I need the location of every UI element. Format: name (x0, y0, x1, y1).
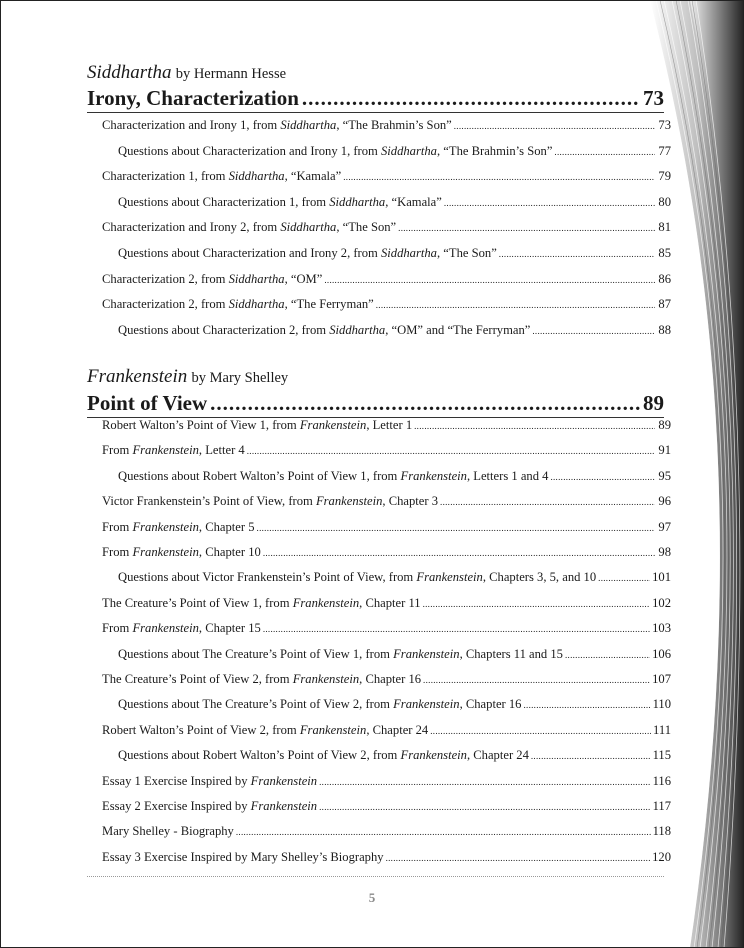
entry-book-title: Siddhartha (329, 322, 386, 337)
entry-title (102, 220, 396, 235)
leader-dots (598, 573, 650, 583)
entry-book-title: Frankenstein (315, 494, 383, 509)
toc-entry[interactable] (102, 297, 671, 313)
entry-title (102, 774, 317, 789)
toc-entry[interactable] (102, 799, 671, 815)
entry-page: 106 (652, 646, 671, 661)
entry-book-title: Frankenstein (132, 621, 199, 636)
entry-title (118, 748, 529, 763)
entry-text-suffix: , Chapter 11 (359, 595, 421, 610)
entry-page: 115 (652, 748, 671, 763)
entry-text: Questions about Victor Frankenstein’s Point of View, from (118, 570, 417, 585)
entry-text: Questions about The Creature’s Point of View 1, from (118, 646, 394, 661)
entry-text: From (102, 621, 133, 636)
entry-title (118, 195, 442, 210)
entry-page: 79 (658, 169, 671, 184)
entry-page: 88 (658, 322, 671, 337)
toc-entry[interactable] (102, 545, 671, 561)
entry-page: 91 (658, 443, 671, 458)
leader-dots (302, 86, 640, 111)
entry-text-suffix: , Letter 1 (366, 418, 413, 432)
entry-page: 120 (652, 849, 671, 864)
entry-text: From (102, 519, 133, 534)
toc-entry[interactable] (102, 494, 671, 510)
leader-dots (263, 624, 650, 634)
entry-page: 116 (652, 773, 671, 788)
entry-text-suffix: , Chapters 3, 5, and 10 (482, 570, 597, 585)
entry-page: 97 (658, 519, 671, 534)
toc-entry[interactable] (118, 195, 671, 211)
entry-book-title: Siddhartha (280, 220, 337, 235)
entry-text-suffix: , “OM” and “The Ferryman” (385, 322, 531, 337)
section-page: 73 (643, 86, 664, 110)
leader-dots (414, 421, 655, 431)
entry-title (102, 297, 374, 312)
entry-title (102, 520, 255, 535)
entry-page: 101 (652, 570, 671, 585)
section-label: Irony, Characterization (87, 86, 299, 110)
entry-title (102, 621, 261, 636)
leader-dots (324, 275, 655, 285)
leader-dots (257, 523, 655, 533)
toc-entry[interactable] (102, 596, 671, 612)
entry-title (118, 323, 530, 338)
entry-book-title: Frankenstein (299, 722, 367, 737)
entry-book-title: Siddhartha (329, 194, 386, 209)
footer-rule (87, 876, 664, 877)
toc-entry[interactable] (118, 647, 671, 663)
entry-text-suffix: , “The Brahmin’s Son” (336, 118, 452, 132)
leader-dots (319, 802, 650, 812)
toc-entry[interactable] (102, 272, 671, 288)
entry-title (102, 850, 384, 865)
leader-dots (236, 827, 651, 837)
leader-dots (423, 675, 650, 685)
entry-text-suffix: , Chapter 3 (382, 494, 439, 509)
entry-text-suffix: , “Kamala” (284, 169, 342, 184)
entry-page: 87 (658, 297, 671, 312)
book-title: Siddhartha (87, 62, 172, 83)
entry-text: The Creature’s Point of View 2, from (102, 672, 293, 686)
entry-text: Characterization and Irony 1, from (102, 118, 281, 132)
entry-text-suffix: , Chapter 16 (359, 672, 422, 686)
entry-book-title: Frankenstein (292, 672, 360, 686)
leader-dots (376, 300, 655, 310)
book-author: by Hermann Hesse (175, 66, 287, 82)
entry-text-suffix: , Chapter 5 (198, 519, 255, 534)
entry-title (102, 723, 428, 738)
entry-text: Victor Frankenstein’s Point of View, from (102, 494, 316, 509)
entry-title (102, 272, 322, 287)
leader-dots (319, 777, 650, 787)
entry-text: Robert Walton’s Point of View 2, from (102, 722, 300, 737)
entry-book-title: Siddhartha (381, 143, 437, 158)
entry-page: 95 (658, 468, 671, 483)
entry-book-title: Frankenstein (250, 773, 318, 788)
entry-text: Essay 3 Exercise Inspired by Mary Shelley’s Biography (102, 849, 384, 864)
entry-title (102, 418, 412, 433)
entry-book-title: Frankenstein (400, 748, 467, 763)
entry-page: 80 (658, 194, 671, 209)
entry-page: 89 (658, 418, 671, 432)
toc-entry[interactable] (102, 774, 671, 790)
toc-entry[interactable] (102, 169, 671, 185)
entry-text: From (102, 443, 133, 458)
book-heading (87, 62, 286, 84)
toc-entry[interactable] (102, 520, 671, 536)
entry-text-suffix: , “The Son” (336, 220, 397, 235)
leader-dots (263, 548, 655, 558)
entry-text: The Creature’s Point of View 1, from (102, 595, 293, 610)
entry-text: Questions about Characterization and Irony 1, from (118, 143, 381, 158)
toc-entry[interactable] (118, 469, 671, 485)
toc-entry[interactable] (118, 697, 671, 713)
entry-text-suffix: , Chapter 24 (366, 722, 429, 737)
entry-text-suffix: , Chapter 16 (459, 697, 522, 712)
entry-text: Characterization 1, from (102, 169, 229, 184)
entry-text-suffix: , “Kamala” (385, 194, 442, 209)
entry-text: Characterization and Irony 2, from (102, 220, 281, 235)
entry-page: 86 (658, 271, 671, 286)
leader-dots (531, 751, 651, 761)
entry-book-title: Siddhartha (228, 169, 285, 184)
entry-page: 107 (652, 672, 671, 686)
leader-dots (247, 446, 655, 456)
toc-entry[interactable] (102, 621, 671, 637)
entry-text: Characterization 2, from (102, 271, 229, 286)
entry-text-suffix: , Chapter 15 (198, 621, 261, 636)
toc-entry[interactable] (102, 418, 671, 434)
entry-page: 81 (658, 220, 671, 235)
entry-book-title: Siddhartha (228, 271, 285, 286)
entry-book-title: Frankenstein (393, 697, 460, 712)
toc-entry[interactable] (118, 246, 671, 262)
entry-text-suffix: , “The Brahmin’s Son” (436, 143, 553, 158)
leader-dots (554, 147, 655, 157)
entry-text-suffix: , Chapters 11 and 15 (459, 646, 563, 661)
entry-book-title: Siddhartha (381, 246, 437, 260)
entry-title (102, 799, 317, 814)
entry-text: Questions about Robert Walton’s Point of View 1, from (118, 468, 401, 483)
toc-entry[interactable] (118, 748, 671, 764)
toc-entry[interactable] (102, 850, 671, 866)
entry-title (102, 443, 245, 458)
page-number: 5 (368, 890, 376, 905)
leader-dots (454, 121, 655, 131)
leader-dots (430, 726, 651, 736)
entry-title (102, 596, 421, 611)
entry-page: 96 (658, 494, 671, 509)
section-page: 89 (643, 391, 664, 415)
toc-entry[interactable] (102, 672, 671, 688)
toc-entry[interactable] (118, 570, 671, 586)
entry-page: 77 (658, 143, 671, 158)
entry-page: 73 (658, 118, 671, 132)
entry-text: Characterization 2, from (102, 297, 229, 312)
entry-title (118, 144, 552, 159)
entry-title (102, 494, 438, 509)
book-author: by Mary Shelley (191, 370, 289, 386)
entry-book-title: Frankenstein (132, 443, 199, 458)
leader-dots (398, 223, 655, 233)
entry-book-title: Frankenstein (299, 418, 367, 432)
entry-text-suffix: , “OM” (284, 271, 323, 286)
entry-book-title: Siddhartha (280, 118, 337, 132)
entry-page: 85 (658, 246, 671, 260)
leader-dots (499, 249, 655, 259)
entry-text-suffix: , “The Ferryman” (284, 297, 374, 312)
entry-title (102, 118, 452, 133)
toc-entry[interactable] (102, 443, 671, 459)
entry-text: Essay 1 Exercise Inspired by (102, 773, 251, 788)
book-title: Frankenstein (87, 366, 188, 387)
entry-book-title: Frankenstein (292, 595, 360, 610)
toc-entry[interactable] (102, 118, 671, 134)
leader-dots (423, 599, 651, 609)
entry-title (118, 647, 563, 662)
leader-dots (565, 650, 650, 660)
entry-text-suffix: , Chapter 24 (466, 748, 529, 763)
leader-dots (532, 326, 655, 336)
entry-text: From (102, 545, 133, 559)
leader-dots (523, 700, 650, 710)
entry-text: Questions about The Creature’s Point of View 2, from (118, 697, 394, 712)
entry-page: 117 (652, 799, 671, 813)
entry-title (102, 545, 261, 560)
entry-text: Questions about Characterization and Irony 2, from (118, 246, 381, 260)
section-heading[interactable] (87, 391, 664, 415)
entry-page: 111 (653, 722, 671, 737)
entry-book-title: Frankenstein (416, 570, 483, 585)
book-heading (87, 366, 288, 388)
leader-dots (550, 472, 655, 482)
leader-dots (386, 853, 651, 863)
toc-entry[interactable] (118, 323, 671, 339)
toc-entry[interactable] (118, 144, 671, 160)
entry-book-title: Frankenstein (393, 646, 460, 661)
entry-page: 110 (652, 697, 671, 712)
entry-book-title: Frankenstein (250, 799, 318, 813)
entry-book-title: Frankenstein (132, 545, 199, 559)
entry-text: Essay 2 Exercise Inspired by (102, 799, 251, 813)
entry-title (102, 672, 421, 687)
entry-title (118, 570, 596, 585)
entry-title (102, 824, 234, 839)
entry-text-suffix: , “The Son” (436, 246, 497, 260)
leader-dots (440, 497, 655, 507)
entry-text-suffix: , Chapter 10 (198, 545, 261, 559)
entry-book-title: Frankenstein (132, 519, 199, 534)
entry-text: Mary Shelley - Biography (102, 824, 234, 839)
entry-page: 103 (652, 621, 671, 636)
entry-text-suffix: , Letters 1 and 4 (466, 468, 549, 483)
entry-text: Questions about Robert Walton’s Point of View 2, from (118, 748, 401, 763)
section-heading[interactable] (87, 86, 664, 110)
leader-dots (343, 172, 655, 182)
leader-dots (210, 391, 640, 416)
toc-entry[interactable] (102, 824, 671, 840)
entry-text: Robert Walton’s Point of View 1, from (102, 418, 300, 432)
entry-title (118, 469, 548, 484)
entry-title (118, 697, 521, 712)
leader-dots (444, 198, 655, 208)
entry-title (102, 169, 341, 184)
entry-book-title: Frankenstein (400, 468, 467, 483)
entry-text: Questions about Characterization 2, from (118, 322, 330, 337)
entry-book-title: Siddhartha (228, 297, 285, 312)
section-label: Point of View (87, 391, 208, 415)
entry-page: 118 (652, 824, 671, 839)
entry-page: 102 (652, 595, 671, 610)
entry-text-suffix: , Letter 4 (198, 443, 245, 458)
section-rule (87, 112, 664, 113)
entry-text: Questions about Characterization 1, from (118, 194, 330, 209)
entry-title (118, 246, 497, 261)
entry-page: 98 (658, 545, 671, 559)
toc-entry[interactable] (102, 723, 671, 739)
toc-entry[interactable] (102, 220, 671, 236)
